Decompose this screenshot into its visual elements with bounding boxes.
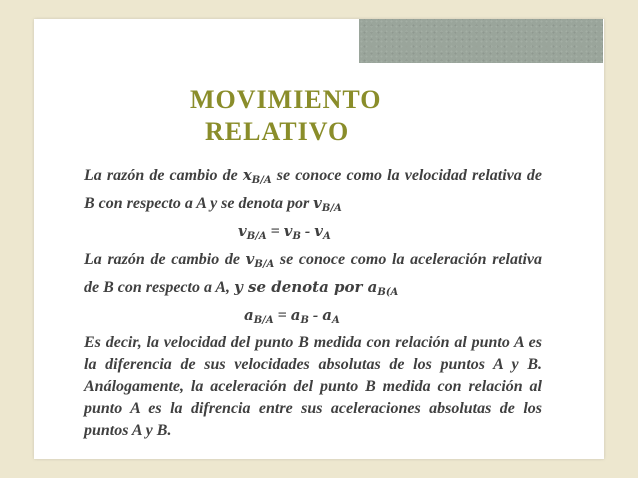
eq1-term2 [314, 222, 330, 240]
eq1-term2-sub: A [322, 231, 331, 242]
math-v-ba-2 [246, 250, 275, 268]
slide-title [190, 84, 382, 148]
slide-body [84, 164, 542, 442]
eq2-term2-symbol: a [322, 306, 332, 324]
math-v-sub: B/A [321, 203, 342, 214]
eq2-term1-sub: B [300, 315, 309, 326]
paragraph-velocity-definition [84, 164, 542, 220]
eq1-term1-sub: B [292, 231, 301, 242]
eq2-lhs [244, 306, 274, 324]
equation-relative-acceleration [84, 304, 542, 332]
p2-math-v-sub: B/A [254, 259, 275, 270]
p2-text-b: se conoce como la aceleración relativa de B con respecto a A, [84, 251, 542, 296]
eq2-term2-sub: A [331, 315, 340, 326]
paragraph-explanation: Es decir, la velocidad del punto B medida con relación al punto A es la diferencia de sus velocidades absolutas de los puntos A y B. Análogamente, la aceleración del punto B medida con relación al punto A es la difrencia entre sus aceleraciones absolutas de los puntos A y B. [84, 334, 542, 439]
eq1-equals: = [266, 223, 284, 240]
p2-math-tail: y se denota por a [234, 278, 378, 296]
eq1-minus: - [300, 223, 315, 240]
math-tail [234, 278, 398, 296]
p2-math-tail-sub: B(A [377, 287, 399, 298]
p1-text-a: La razón de cambio de [84, 167, 243, 184]
eq2-equals: = [273, 307, 291, 324]
title-line-2: RELATIVO [205, 117, 350, 146]
eq1-lhs [238, 222, 267, 240]
eq1-term2-symbol: v [314, 222, 323, 240]
math-v: v [313, 194, 322, 212]
math-v-ba [313, 194, 342, 212]
eq1-lhs-symbol: v [238, 222, 247, 240]
p2-math-v: v [245, 250, 255, 268]
p2-text-a: La razón de cambio de [84, 251, 246, 268]
eq1-term1 [284, 222, 301, 240]
math-x-sub: B/A [251, 175, 272, 186]
eq2-term2 [322, 306, 340, 324]
eq1-term1-symbol: v [283, 222, 293, 240]
eq2-term1-symbol: a [290, 306, 301, 324]
title-line-1: MOVIMIENTO [190, 85, 382, 114]
eq2-minus: - [308, 307, 323, 324]
p1-text-b: se conoce como la velocidad relativa de B con respecto a A y se denota por [84, 167, 542, 212]
equation-relative-velocity [84, 220, 542, 248]
math-x-ba [243, 166, 272, 184]
math-x: x [242, 166, 252, 184]
paragraph-acceleration-definition [84, 248, 542, 304]
eq1-lhs-sub: B/A [246, 231, 267, 242]
decorative-texture-tile [359, 19, 603, 63]
eq2-term1 [291, 306, 309, 324]
eq2-lhs-symbol: a [244, 306, 254, 324]
eq2-lhs-sub: B/A [253, 315, 274, 326]
